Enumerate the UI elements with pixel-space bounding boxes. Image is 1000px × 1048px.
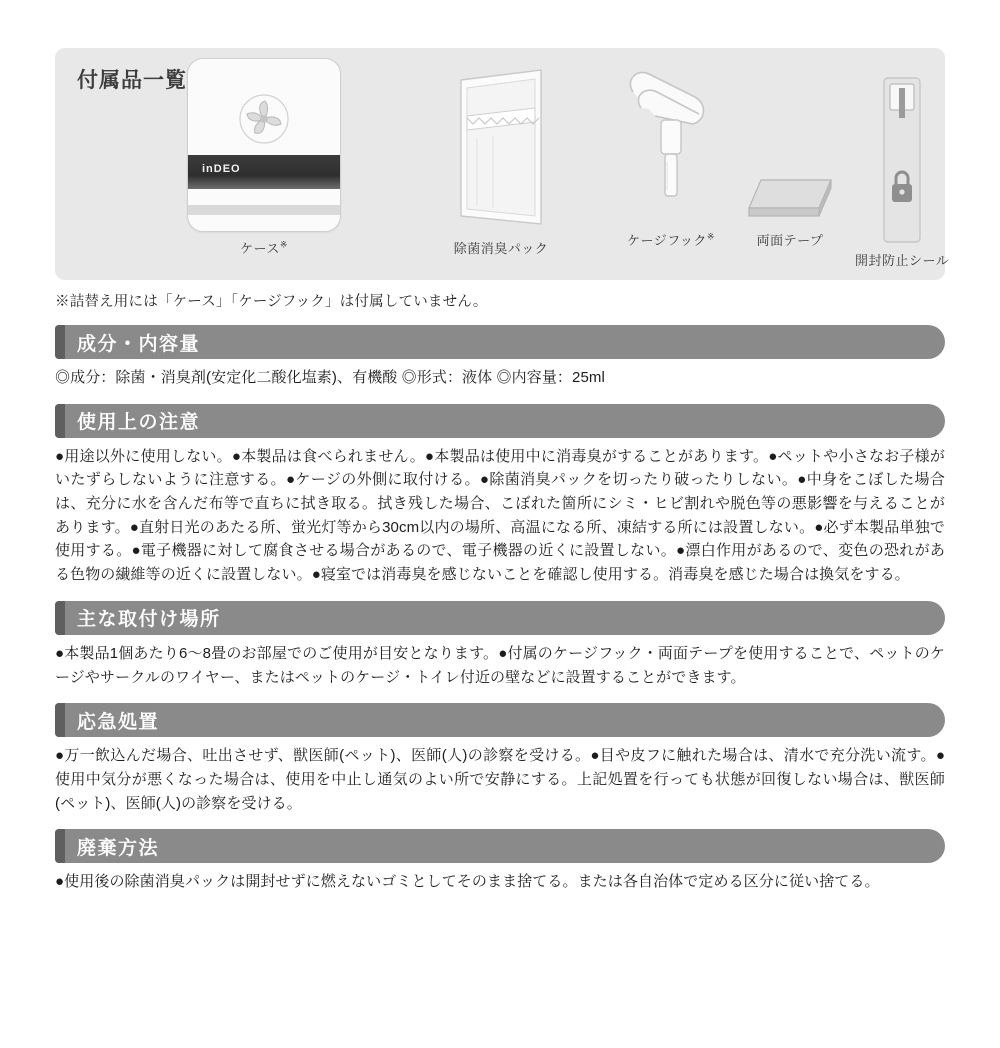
accessories-items [55,48,950,280]
cage-hook-icon [615,62,727,224]
pack-illustration [453,66,549,232]
section-title-disposal: 廃棄方法 [77,837,160,859]
case-illustration [187,58,341,232]
section-ingredients [55,325,945,390]
accessory-caption-case [187,238,341,257]
accessory-caption-hook [615,230,727,249]
accessories-title: 付属品一覧 [77,69,187,92]
instruction-sheet-page [0,48,1000,1048]
section-precautions [55,404,945,587]
section-header-disposal [55,829,945,863]
accessories-panel [55,48,950,280]
section-header-first-aid [55,703,945,737]
section-accent-bar [55,829,65,863]
accessory-item-pack [453,66,549,257]
accessory-caption-hook-text: ケージフック [627,233,707,248]
accessory-caption-pack: 除菌消臭パック [453,241,549,256]
section-body-disposal [55,870,945,894]
section-text-ingredients: ◎成分：除菌・消臭剤(安定化二酸化塩素)、有機酸 ◎形式：液体 ◎内容量：25ml [55,369,605,386]
section-accent-bar [55,601,65,635]
section-placement [55,601,945,689]
seal-illustration [880,76,924,244]
section-first-aid [55,703,945,815]
section-title-placement: 主な取付け場所 [77,609,221,631]
pouch-icon [453,66,549,232]
accessory-caption-case-text: ケース [240,241,280,256]
section-text-placement: ●本製品1個あたり6〜8畳のお部屋でのご使用が目安となります。●付属のケージフック・両面テープを使用することで、ペットのケージやサークルのワイヤー、またはペットのケージ・トイレ付近の壁などに設置することができます。 [55,644,945,686]
section-header-ingredients [55,325,945,359]
section-accent-bar [55,404,65,438]
accessory-item-seal [855,76,949,269]
accessory-item-hook [615,62,727,249]
section-text-first-aid: ●万一飲込んだ場合、吐出させず、獣医師(ペット)、医師(人)の診察を受ける。●目や皮フに触れた場合は、清水で充分洗い流す。●使用中気分が悪くなった場合は、使用を中止し通気のよい所で安静にする。上記処置を行っても状態が回復しない場合は、獣医師(ペット)、医師(人)の診察を受ける。 [55,747,945,812]
section-body-placement [55,642,945,689]
double-sided-tape-icon [745,174,835,224]
hook-illustration [615,62,727,224]
accessory-caption-hook-note: ※ [706,231,715,242]
accessory-caption-tape: 両面テープ [756,233,824,248]
section-title-precautions: 使用上の注意 [77,412,201,434]
section-text-precautions: ●用途以外に使用しない。●本製品は食べられません。●本製品は使用中に消毒臭がすることがあります。●ペットや小さなお子様がいたずらしないように注意する。●ケージの外側に取付ける。●除菌消臭パックを切ったり破ったりしない。●中身をこぼした場合は、充分に水を含んだ布等で直ちに拭き取る。拭き残した場合、こぼれた箇所にシミ・ヒビ割れや脱色等の悪影響を与えることがあります。●直射日光のあたる所、蛍光灯等から30cm以内の場所、高温になる所、凍結する所には設置しない。●必ず本製品単独で使用する。●電子機器に対して腐食させる場合があるので、電子機器の近くに設置しない。●漂白作用があるので、変色の恐れがある色物の繊維等の近くに設置しない。●寝室では消毒臭を感じないことを確認し使用する。消毒臭を感じた場合は換気をする。 [55,447,945,584]
fan-icon [238,93,290,145]
case-base-strip [188,205,340,215]
accessory-caption-case-note: ※ [279,239,288,250]
accessories-footnote: ※詰替え用には「ケース」「ケージフック」は付属していません。 [55,294,488,310]
section-title-ingredients: 成分・内容量 [77,333,201,355]
section-accent-bar [55,325,65,359]
case-brand-logo: inDEO [202,163,241,175]
tamper-proof-seal-icon [880,76,924,244]
section-text-disposal: ●使用後の除菌消臭パックは開封せずに燃えないゴミとしてそのまま捨てる。または各自治体で定める区分に従い捨てる。 [55,873,880,891]
section-header-placement [55,601,945,635]
section-header-precautions [55,404,945,438]
accessory-item-tape [745,174,835,249]
section-accent-bar [55,703,65,737]
section-title-first-aid: 応急処置 [77,711,160,733]
section-body-first-aid [55,744,945,815]
section-body-precautions [55,445,945,587]
section-disposal [55,829,945,894]
accessory-item-case [187,58,341,257]
section-body-ingredients [55,366,945,390]
accessory-caption-seal: 開封防止シール [855,253,950,268]
tape-illustration [745,174,835,224]
